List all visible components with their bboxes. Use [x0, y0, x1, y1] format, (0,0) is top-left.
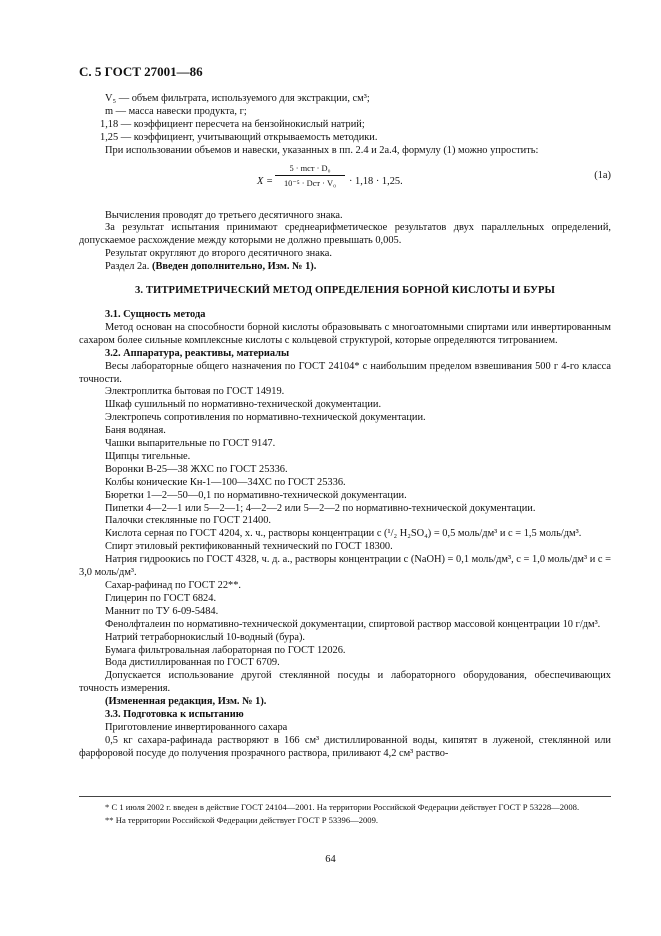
equipment-item: Сахар-рафинад по ГОСТ 22**.: [105, 580, 242, 591]
equipment-item: Баня водяная.: [105, 425, 166, 437]
amendment-note: (Измененная редакция, Изм. № 1).: [105, 696, 267, 708]
formula-denominator: 10⁻⁵ · Dст · V₀: [283, 178, 337, 188]
definition-line: m — масса навески продукта, г;: [105, 105, 247, 117]
equipment-item: Щипцы тигельные.: [105, 450, 191, 462]
section-2a-note: [79, 261, 611, 274]
equipment-item: Вода дистиллированная по ГОСТ 6709.: [105, 657, 280, 669]
equipment-item: Маннит по ТУ 6-09-5484.: [105, 605, 219, 617]
definition-line: V₅ — объем фильтрата, используемого для экстракции, см³;: [105, 93, 370, 104]
formula-1a: [79, 160, 611, 206]
equipment-item: Бумага фильтровальная лабораторная по ГОСТ 12026.: [105, 644, 346, 656]
paragraph: Результат округляют до второго десятичного знака.: [105, 248, 332, 260]
section-2a-amendment: (Введен дополнительно, Изм. № 1).: [152, 261, 317, 273]
paragraph: Вычисления проводят до третьего десятичного знака.: [105, 209, 343, 221]
formula-numerator: 5 · mст · D₀: [275, 163, 345, 176]
equipment-item: Натрий тетраборнокислый 10-водный (бура).: [105, 631, 306, 643]
equipment-item: Пипетки 4—2—1 или 5—2—1; 4—2—2 или 5—2—2 по нормативно-технической документации.: [105, 502, 536, 514]
section-2a-label: Раздел 2а.: [105, 261, 150, 273]
equipment-item: Колбы конические Кн-1—100—34ХС по ГОСТ 25336.: [105, 476, 346, 488]
formula-lhs: X =: [257, 175, 273, 187]
paragraph: За результат испытания принимают среднеарифметическое результатов двух параллельных определений, допускаемое расхождение между которыми не должно превышать 0,005.: [79, 222, 611, 247]
equipment-item: Спирт этиловый ректификованный технический по ГОСТ 18300.: [105, 541, 393, 553]
section-3-title: 3. ТИТРИМЕТРИЧЕСКИЙ МЕТОД ОПРЕДЕЛЕНИЯ БОРНОЙ КИСЛОТЫ И БУРЫ: [134, 285, 556, 297]
formula-fraction: [275, 163, 345, 189]
equipment-item: Весы лабораторные общего назначения по ГОСТ 24104* с наибольшим пределом взвешивания 500 г 4-го класса точности.: [79, 360, 611, 385]
main-text: [79, 93, 611, 761]
equipment-list: [79, 361, 611, 697]
equipment-item: Фенолфталеин по нормативно-технической документации, спиртовой раствор массовой концентрации 10 г/дм³.: [105, 618, 601, 630]
subsection-3-3-subtitle: Приготовление инвертированного сахара: [105, 721, 288, 733]
footnote-divider: [79, 796, 611, 797]
equipment-item: Глицерин по ГОСТ 6824.: [105, 592, 217, 604]
equipment-item: Кислота серная по ГОСТ 4204, х. ч., растворы концентрации c (¹/₂ H₂SO₄) = 0,5 моль/дм³ и c = 1,5 моль/дм³.: [105, 528, 582, 540]
formula-intro: При использовании объемов и навески, указанных в пп. 2.4 и 2а.4, формулу (1) можно упростить:: [105, 144, 539, 156]
equipment-item: Воронки В-25—38 ЖХС по ГОСТ 25336.: [105, 463, 288, 475]
equipment-item: Допускается использование другой стеклянной посуды и лабораторного оборудования, обеспечивающих точность измерения.: [79, 670, 611, 695]
formula-number: (1а): [594, 169, 611, 181]
equipment-item: Электропечь сопротивления по нормативно-технической документации.: [105, 412, 426, 424]
equipment-item: Бюретки 1—2—50—0,1 по нормативно-технической документации.: [105, 489, 407, 501]
page-header: С. 5 ГОСТ 27001—86: [79, 64, 203, 79]
equipment-item: Электроплитка бытовая по ГОСТ 14919.: [105, 386, 285, 398]
subsection-3-3-title: 3.3. Подготовка к испытанию: [105, 709, 244, 721]
footnote: * С 1 июля 2002 г. введен в действие ГОСТ 24104—2001. На территории Российской Федерации действует ГОСТ Р 53228—2008.: [105, 802, 580, 812]
equipment-item: Натрия гидроокись по ГОСТ 4328, ч. д. а., растворы концентрации c (NaOH) = 0,1 моль/дм³, c = 1,0 моль/дм³ и c = 3,0 моль/дм³.: [79, 554, 611, 579]
subsection-3-1-text: Метод основан на способности борной кислоты образовывать с многоатомными спиртами или инвертированным сахаром более сильные комплексные кислоты с кольцевой структурой, которые определяются титрованием.: [79, 321, 611, 346]
footnote: ** На территории Российской Федерации действует ГОСТ Р 53396—2009.: [105, 815, 379, 825]
definition-line: 1,25 — коэффициент, учитывающий открываемость методики.: [100, 131, 378, 143]
subsection-3-3-text: 0,5 кг сахара-рафинада растворяют в 166 см³ дистиллированной воды, кипятят в луженой, стеклянной или фарфоровой посуде до получения прозрачного раствора, приливают 4,2 см³ раство-: [79, 734, 611, 759]
formula-tail: · 1,18 · 1,25.: [349, 175, 403, 187]
equipment-item: Палочки стеклянные по ГОСТ 21400.: [105, 515, 272, 527]
subsection-3-2-title: 3.2. Аппаратура, реактивы, материалы: [105, 347, 290, 359]
definition-line: 1,18 — коэффициент пересчета на бензойнокислый натрий;: [100, 118, 365, 130]
subsection-3-1-title: 3.1. Сущность метода: [105, 308, 206, 320]
equipment-item: Шкаф сушильный по нормативно-технической документации.: [105, 399, 382, 411]
page-number: 64: [325, 854, 336, 865]
equipment-item: Чашки выпарительные по ГОСТ 9147.: [105, 438, 276, 450]
footnotes: [79, 801, 611, 827]
